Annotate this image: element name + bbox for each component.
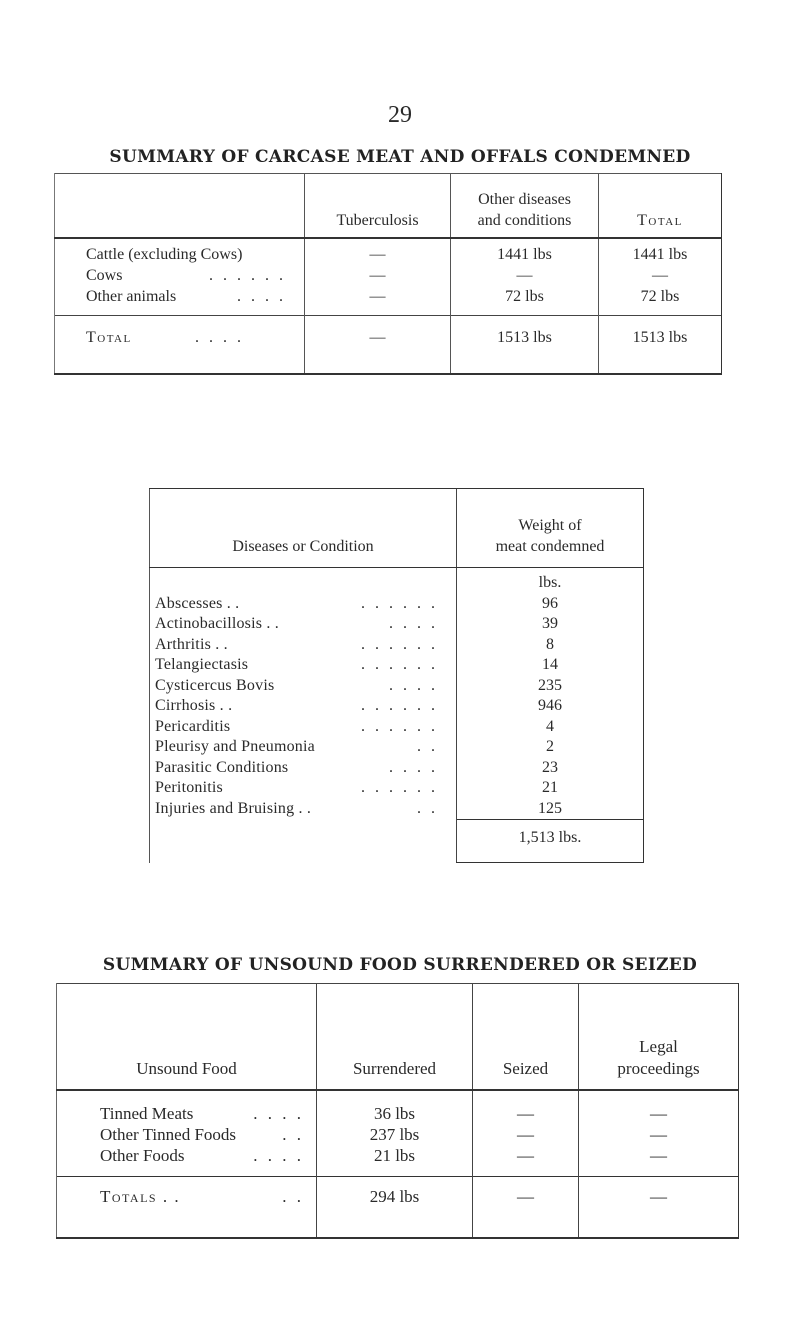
column-header-disease: Diseases or Condition	[150, 489, 457, 568]
cell-value: —	[517, 1125, 534, 1144]
total-row	[57, 1177, 739, 1239]
condition-name: Cirrhosis . .	[155, 697, 233, 714]
legal-values	[579, 1090, 739, 1177]
carcase-summary-table	[54, 173, 722, 375]
table-header-row	[150, 489, 644, 568]
row-labels-cell	[57, 1090, 317, 1177]
leader-dots: . . . . . .	[361, 594, 438, 612]
cell-value: —	[473, 1177, 579, 1239]
table-row	[150, 614, 644, 635]
total-weight: 1,513 lbs.	[457, 820, 644, 863]
cell-value: —	[517, 1104, 534, 1123]
page-number: 29	[388, 102, 412, 128]
cell-value: —	[650, 1104, 667, 1123]
cell-value: —	[305, 316, 451, 375]
cell-value: 294 lbs	[317, 1177, 473, 1239]
table-row	[100, 1124, 316, 1145]
cell-value: —	[517, 1146, 534, 1165]
surrendered-values	[317, 1090, 473, 1177]
cell-value: —	[369, 267, 386, 284]
row-label: Other Tinned Foods	[100, 1125, 237, 1144]
cell-value: 72 lbs	[505, 288, 544, 305]
leader-dots: . . . . . .	[361, 779, 438, 796]
cell-value: 21 lbs	[373, 1146, 416, 1165]
leader-dots: . . . .	[237, 288, 286, 305]
weight-value: 2	[457, 737, 644, 758]
blank-cell	[150, 568, 457, 594]
weight-value: 4	[457, 717, 644, 738]
column-header-total: Total	[599, 174, 722, 239]
table-body	[57, 1090, 739, 1177]
weight-value: 125	[457, 799, 644, 820]
leader-dots: . . . . . .	[361, 656, 438, 673]
unit-label: lbs.	[457, 568, 644, 594]
blank-cell	[150, 820, 457, 863]
condition-name: Cysticercus Bovis	[155, 676, 275, 694]
total-values	[599, 238, 722, 316]
leader-dots: . . . .	[389, 615, 438, 632]
column-header-label	[55, 174, 305, 239]
weight-value: 14	[457, 655, 644, 676]
leader-dots: . . . . . .	[361, 697, 438, 714]
row-label: Other animals	[86, 288, 177, 305]
table-row	[86, 265, 304, 286]
leader-dots: . .	[282, 1187, 304, 1206]
table-row	[150, 635, 644, 656]
table-row	[86, 244, 304, 265]
weight-value: 39	[457, 614, 644, 635]
leader-dots: . . . . . .	[361, 635, 438, 653]
condition-name: Actinobacillosis . .	[155, 615, 279, 632]
column-header-unsound-food: Unsound Food	[57, 984, 317, 1091]
condition-name: Arthritis . .	[155, 635, 228, 653]
total-row	[150, 820, 644, 863]
tuberculosis-values	[305, 238, 451, 316]
weight-value: 96	[457, 594, 644, 615]
weight-value: 21	[457, 778, 644, 799]
weight-value: 8	[457, 635, 644, 656]
table-row	[150, 717, 644, 738]
table-row	[150, 696, 644, 717]
leader-dots: . .	[417, 799, 438, 817]
leader-dots: . . . .	[389, 676, 438, 694]
unsound-food-heading: SUMMARY OF UNSOUND FOOD SURRENDERED OR SEIZED	[102, 955, 698, 975]
cell-value: —	[652, 267, 668, 284]
leader-dots: . .	[417, 738, 438, 755]
table-row	[150, 594, 644, 615]
total-label-cell	[55, 316, 305, 375]
table-header-row	[57, 984, 739, 1091]
row-label: Tinned Meats	[100, 1104, 194, 1123]
column-header-weight: Weight of meat condemned	[457, 489, 644, 568]
condition-name: Peritonitis	[155, 779, 223, 796]
unsound-food-table	[56, 983, 739, 1239]
total-label: Totals . .	[100, 1187, 181, 1206]
total-label: Total	[86, 329, 132, 346]
conditions-table	[149, 488, 644, 863]
leader-dots: . . . . . .	[209, 267, 286, 284]
leader-dots: . . . .	[253, 1104, 304, 1123]
cell-value: 1513 lbs	[599, 316, 722, 375]
cell-value: 36 lbs	[373, 1104, 416, 1123]
condition-name: Pericarditis	[155, 717, 231, 735]
cell-value: —	[369, 246, 386, 263]
total-label-cell	[57, 1177, 317, 1239]
total-row	[55, 316, 722, 375]
table-row	[150, 676, 644, 697]
leader-dots: . . . .	[195, 329, 244, 346]
table-row	[150, 655, 644, 676]
table-row	[150, 799, 644, 820]
table-row	[150, 778, 644, 799]
cell-value: —	[579, 1177, 739, 1239]
condition-name: Abscesses . .	[155, 594, 240, 612]
cell-value: 1441 lbs	[632, 246, 688, 263]
weight-value: 23	[457, 758, 644, 779]
cell-value: 1513 lbs	[451, 316, 599, 375]
condition-name: Injuries and Bruising . .	[155, 799, 312, 817]
table-body	[55, 238, 722, 316]
table-row	[150, 758, 644, 779]
other-values	[451, 238, 599, 316]
weight-value: 946	[457, 696, 644, 717]
condition-name: Parasitic Conditions	[155, 758, 289, 776]
cell-value: —	[369, 288, 386, 305]
weight-value: 235	[457, 676, 644, 697]
seized-values	[473, 1090, 579, 1177]
cell-value: —	[650, 1146, 667, 1165]
row-label: Cows	[86, 267, 123, 284]
table-row	[86, 286, 304, 307]
column-header-surrendered: Surrendered	[317, 984, 473, 1091]
cell-value: 237 lbs	[369, 1125, 420, 1144]
condition-name: Pleurisy and Pneumonia	[155, 738, 315, 755]
row-labels-cell	[55, 238, 305, 316]
column-header-other-diseases: Other diseases and conditions	[451, 174, 599, 239]
leader-dots: . . . . . .	[361, 717, 438, 735]
column-header-tuberculosis: Tuberculosis	[305, 174, 451, 239]
row-label: Cattle (excluding Cows)	[86, 246, 243, 263]
cell-value: 1441 lbs	[497, 246, 552, 263]
carcase-summary-heading: SUMMARY OF CARCASE MEAT AND OFFALS CONDEMNED	[109, 147, 691, 167]
cell-value: —	[516, 267, 533, 284]
column-header-seized: Seized	[473, 984, 579, 1091]
leader-dots: . . . .	[253, 1146, 304, 1165]
table-row	[100, 1145, 316, 1166]
condition-name: Telangiectasis	[155, 656, 249, 673]
row-label: Other Foods	[100, 1146, 185, 1165]
leader-dots: . .	[282, 1125, 304, 1144]
column-header-legal-proceedings: Legal proceedings	[579, 984, 739, 1091]
leader-dots: . . . .	[389, 758, 438, 776]
unit-row	[150, 568, 644, 594]
table-row	[150, 737, 644, 758]
table-header-row	[55, 174, 722, 239]
table-row	[100, 1103, 316, 1124]
cell-value: 72 lbs	[640, 288, 680, 305]
cell-value: —	[650, 1125, 667, 1144]
